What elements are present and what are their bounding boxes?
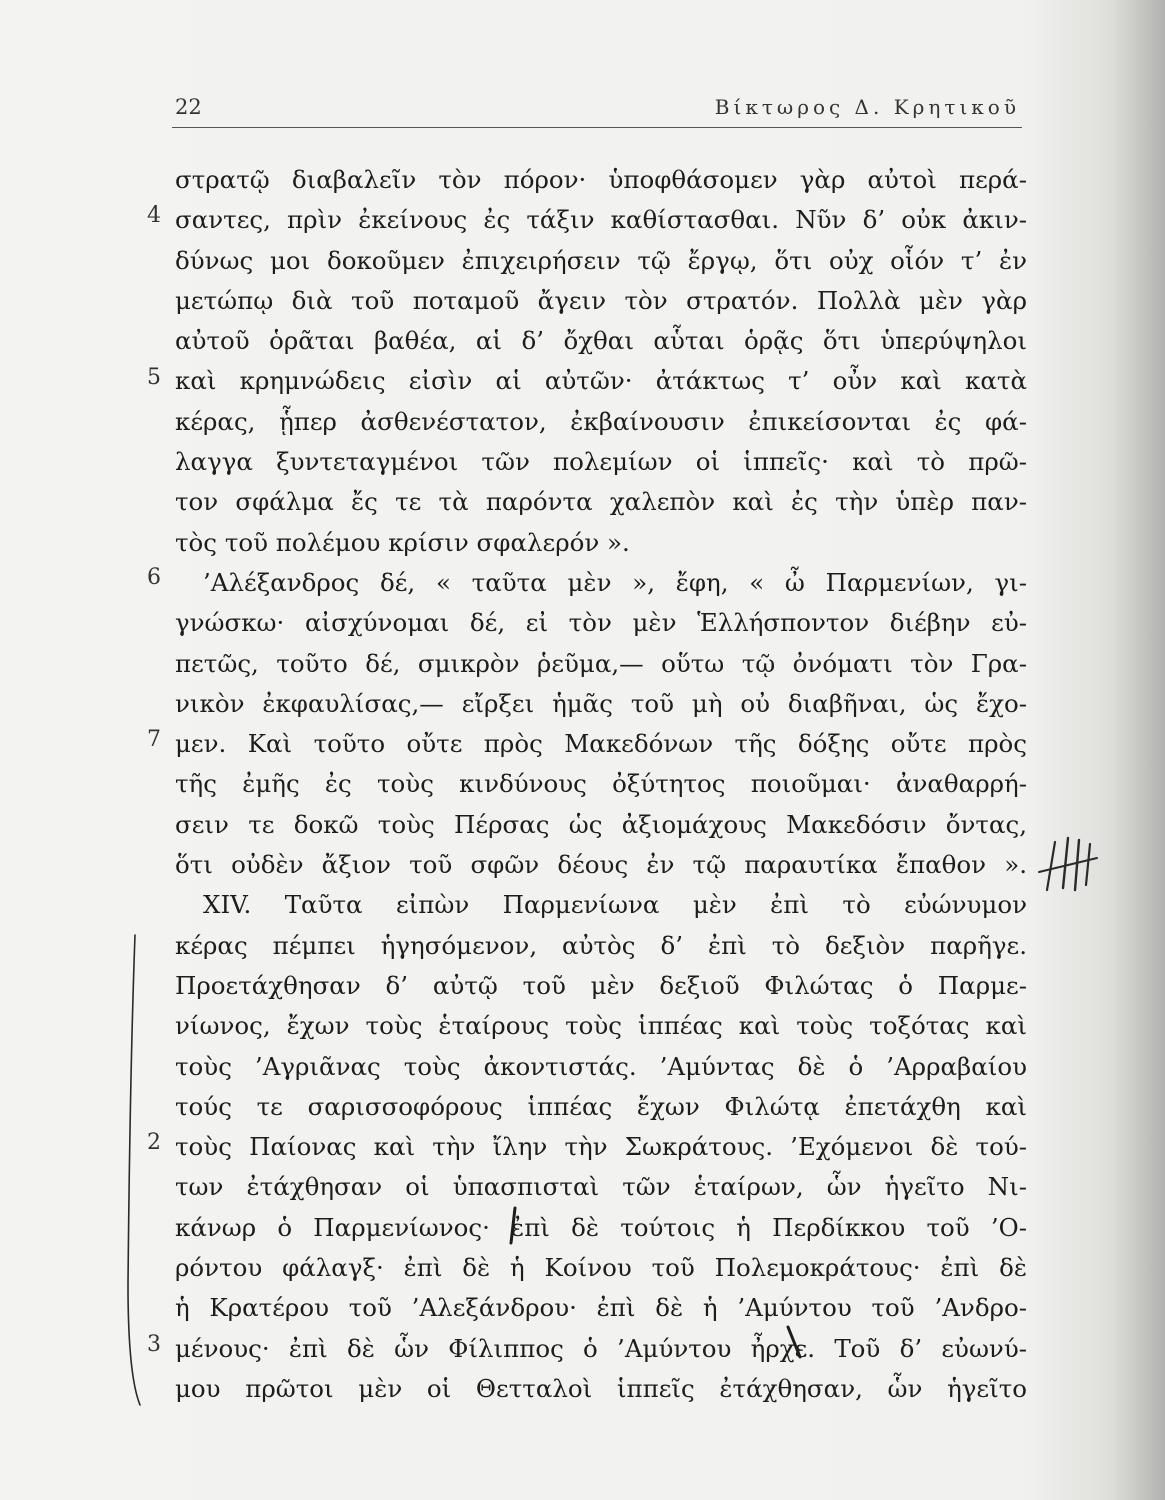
text-line: ἡ Κρατέρου τοῦ ’Αλεξάνδρου· ἐπὶ δὲ ἡ ’Αμύντου τοῦ ’Ανδρο- [175,1293,1027,1323]
pencil-margin-line [120,925,150,1415]
line-number: 4 [147,203,161,228]
text-line: ’Αλέξανδρος δέ, « ταῦτα μὲν », ἔφη, « ὦ Παρμενίων, γι- [203,567,1027,597]
pencil-stroke-mark [786,1323,804,1363]
pencil-tally-mark [1035,830,1105,900]
page-edge-shadow [1110,0,1165,1500]
text-line: δύνως μοι δοκοῦμεν ἐπιχειρήσειν τῷ ἔργῳ, ὅτι οὐχ οἷόν τ’ ἐν [175,245,1027,275]
text-line: λαγγα ξυντεταγμένοι τῶν πολεμίων οἱ ἱππεῖς· καὶ τὸ πρῶ- [175,447,1027,477]
text-line: μένους· ἐπὶ δὲ ὧν Φίλιππος ὁ ’Αμύντου ἦρχε. Τοῦ δ’ εὐωνύ- [175,1333,1027,1363]
text-line: τῆς ἐμῆς ἐς τοὺς κινδύνους ὀξύτητος ποιοῦμαι· ἀναθαρρή- [175,769,1027,799]
text-line: στρατῷ διαβαλεῖν τὸν πόρον· ὑποφθάσομεν γὰρ αὐτοὶ περά- [175,165,1027,194]
line-number: 2 [147,1130,161,1155]
text-line: καὶ κρημνώδεις εἰσὶν αἱ αὐτῶν· ἀτάκτως τ’ οὖν καὶ κατὰ [175,366,1027,396]
text-line: XIV. Ταῦτα εἰπὼν Παρμενίωνα μὲν ἐπὶ τὸ εὐώνυμον [203,890,1027,920]
text-line: ρόντου φάλαγξ· ἐπὶ δὲ ἡ Κοίνου τοῦ Πολεμοκράτους· ἐπὶ δὲ [175,1253,1027,1283]
text-line: τον σφάλμα ἔς τε τὰ παρόντα χαλεπὸν καὶ ἐς τὴν ὑπὲρ παν- [175,487,1027,517]
text-line: τοὺς Παίονας καὶ τὴν ἴλην τὴν Σωκράτους. ’Εχόμενοι δὲ τού- [175,1132,1027,1162]
text-line: σειν τε δοκῶ τοὺς Πέρσας ὡς ἀξιομάχους Μακεδόσιν ὄντας, [175,809,1027,839]
text-line: τοὺς ’Αγριᾶνας τοὺς ἀκοντιστάς. ’Αμύντας δὲ ὁ ’Αρραβαίου [175,1051,1027,1081]
header-rule [172,127,1022,128]
text-line: ὅτι οὐδὲν ἄξιον τοῦ σφῶν δέους ἐν τῷ παραυτίκα ἔπαθον ». [175,850,1027,880]
line-number: 5 [147,365,161,390]
text-line: τούς τε σαρισσοφόρους ἱππέας ἔχων Φιλώτᾳ ἐπετάχθη καὶ [175,1091,1027,1121]
pencil-stroke-mark [507,1205,519,1247]
text-line: Προετάχθησαν δ’ αὐτῷ τοῦ μὲν δεξιοῦ Φιλώτας ὁ Παρμε- [175,970,1027,1000]
text-line: νίωνος, ἔχων τοὺς ἑταίρους τοὺς ἱππέας καὶ τοὺς τοξότας καὶ [175,1011,1027,1041]
text-line: τὸς τοῦ πολέμου κρίσιν σφαλερόν ». [175,527,630,557]
body-text [175,160,1027,1409]
text-line: αὐτοῦ ὁρᾶται βαθέα, αἱ δ’ ὄχθαι αὗται ὁρᾷς ὅτι ὑπερύψηλοι [175,326,1027,356]
text-line: πετῶς, τοῦτο δέ, σμικρὸν ῥεῦμα,— οὕτω τῷ ὀνόματι τὸν Γρα- [175,648,1027,678]
text-line: μετώπῳ διὰ τοῦ ποταμοῦ ἄγειν τὸν στρατόν. Πολλὰ μὲν γὰρ [175,285,1027,315]
text-line: νικὸν ἐκφαυλίσας,— εἴρξει ἡμᾶς τοῦ μὴ οὐ διαβῆναι, ὡς ἔχο- [175,688,1027,718]
text-line: κάνωρ ὁ Παρμενίωνος· ἐπὶ δὲ τούτοις ἡ Περδίκκου τοῦ ’Ο- [175,1212,1027,1242]
text-line: των ἐτάχθησαν οἱ ὑπασπισταὶ τῶν ἑταίρων, ὧν ἡγεῖτο Νι- [175,1172,1027,1202]
text-line: μεν. Καὶ τοῦτο οὔτε πρὸς Μακεδόνων τῆς δόξης οὔτε πρὸς [175,729,1027,759]
text-line: σαντες, πρὶν ἐκείνους ἐς τάξιν καθίστασθαι. Νῦν δ’ οὐκ ἀκιν- [175,205,1027,235]
page-number: 22 [175,95,202,119]
line-number: 3 [147,1332,161,1357]
text-line: γνώσκω· αἰσχύνομαι δέ, εἰ τὸν μὲν Ἑλλήσποντον διέβην εὐ- [175,608,1027,638]
line-number: 6 [147,565,161,590]
text-line: κέρας, ᾗπερ ἀσθενέστατον, ἐκβαίνουσιν ἐπικείσονται ἐς φά- [175,406,1027,436]
running-head: Βίκτωρος Δ. Κρητικοῦ [714,95,1020,119]
text-line: μου πρῶτοι μὲν οἱ Θετταλοὶ ἱππεῖς ἐτάχθησαν, ὧν ἡγεῖτο [175,1373,1027,1403]
text-line: κέρας πέμπει ἡγησόμενον, αὐτὸς δ’ ἐπὶ τὸ δεξιὸν παρῆγε. [175,930,1027,960]
line-number: 7 [147,727,161,752]
